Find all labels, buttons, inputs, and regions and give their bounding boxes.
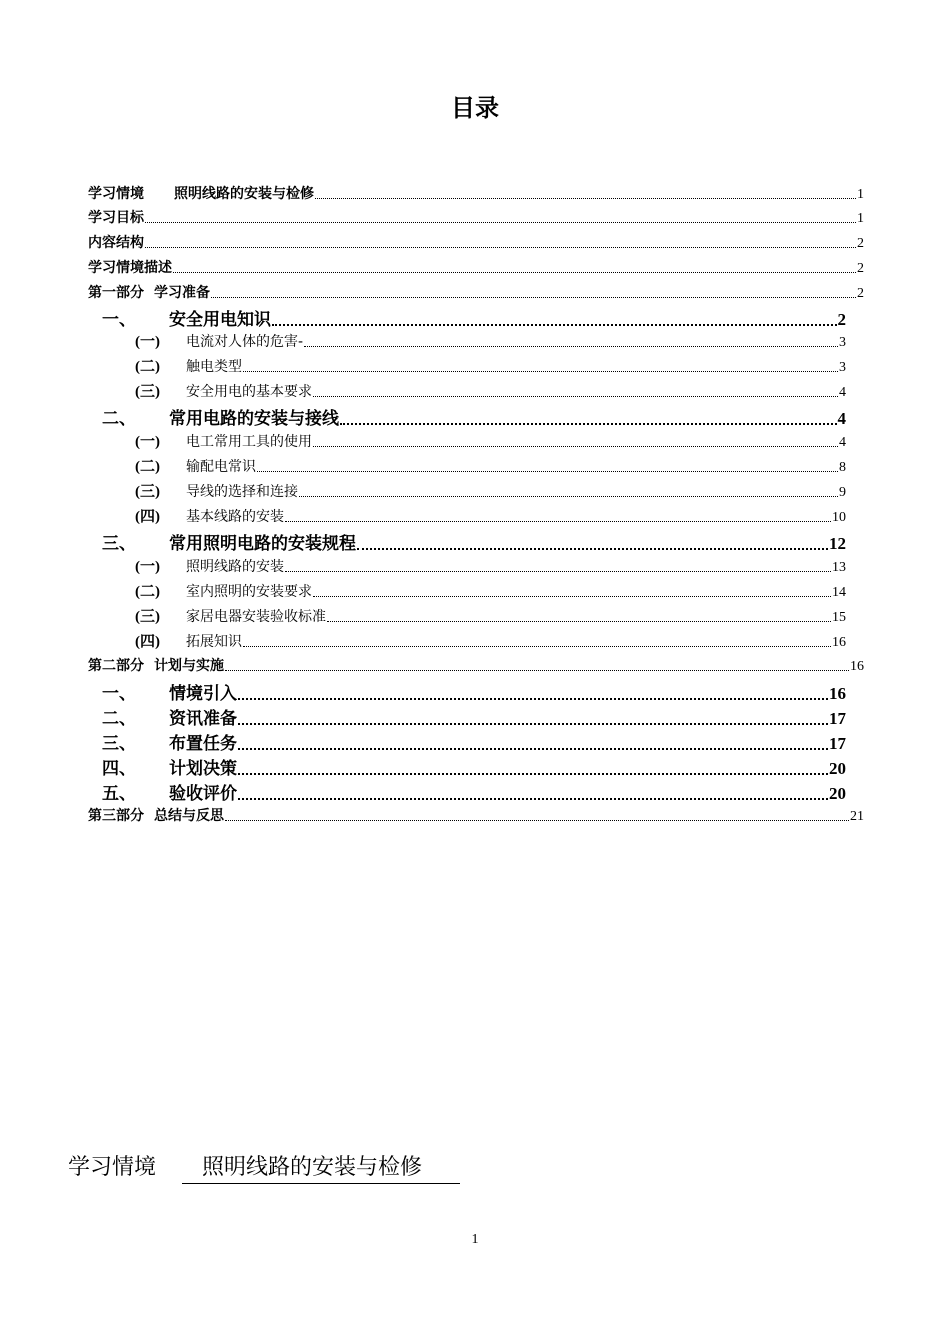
page-number: 1 xyxy=(471,1232,479,1247)
dot-leader xyxy=(299,496,838,497)
toc-entry-title: 总结与反思 xyxy=(154,808,224,824)
toc-entry-number: (四) xyxy=(135,509,160,525)
toc-entry-number: (一) xyxy=(135,434,160,450)
toc-entry[interactable] xyxy=(102,680,846,704)
dot-leader xyxy=(225,820,849,821)
toc-entry-page: 16 xyxy=(850,659,864,674)
toc-entry-page: 21 xyxy=(850,809,864,824)
toc-entry[interactable] xyxy=(88,282,864,302)
toc-entry-page: 2 xyxy=(857,261,864,276)
section-heading-label: 学习情境 xyxy=(68,1155,157,1180)
toc-entry-number: 一、 xyxy=(102,684,136,704)
toc-entry-title: 验收评价 xyxy=(169,784,237,804)
dot-leader xyxy=(313,396,838,397)
page-title: 目录 xyxy=(451,94,499,122)
toc-entry-page: 4 xyxy=(837,409,846,428)
toc-entry-number: (三) xyxy=(135,609,160,625)
toc-entry[interactable] xyxy=(102,530,846,554)
toc-entry-page: 2 xyxy=(857,236,864,251)
toc-entry[interactable] xyxy=(135,631,846,651)
toc-entry-number: (一) xyxy=(135,334,160,350)
dot-leader xyxy=(357,548,828,550)
dot-leader xyxy=(211,297,856,298)
toc-entry[interactable] xyxy=(135,606,846,626)
dot-leader xyxy=(313,446,838,447)
toc-entry[interactable] xyxy=(135,356,846,376)
toc-entry-number: (二) xyxy=(135,584,160,600)
section-heading xyxy=(68,1150,460,1184)
toc-entry[interactable] xyxy=(102,730,846,754)
toc-entry-number: (一) xyxy=(135,559,160,575)
toc-entry-title: 学习情境描述 xyxy=(88,260,172,276)
dot-leader xyxy=(238,798,828,800)
dot-leader xyxy=(173,272,856,273)
toc-entry[interactable] xyxy=(88,257,864,277)
toc-entry-title: 触电类型 xyxy=(186,359,242,375)
dot-leader xyxy=(313,596,831,597)
dot-leader xyxy=(304,346,838,347)
toc-entry[interactable] xyxy=(88,183,864,203)
toc-entry-number: 五、 xyxy=(102,784,136,804)
toc-entry-number: (二) xyxy=(135,459,160,475)
toc-entry-page: 14 xyxy=(832,585,846,600)
toc-entry[interactable] xyxy=(102,780,846,804)
toc-entry-title: 照明线路的安装与检修 xyxy=(174,186,314,202)
dot-leader xyxy=(272,324,837,326)
toc-entry-title: 资讯准备 xyxy=(169,709,237,729)
toc-entry-page: 3 xyxy=(839,335,846,350)
toc-entry-title: 电工常用工具的使用 xyxy=(186,434,312,450)
toc-entry-number: (三) xyxy=(135,484,160,500)
toc-entry-number: 一、 xyxy=(102,310,136,330)
toc-entry[interactable] xyxy=(135,331,846,351)
toc-entry[interactable] xyxy=(135,506,846,526)
toc-entry-page: 17 xyxy=(829,709,846,728)
toc-entry-label: 第三部分 xyxy=(88,808,144,824)
toc-entry[interactable] xyxy=(102,705,846,729)
dot-leader xyxy=(285,521,831,522)
toc-entry-page: 2 xyxy=(857,286,864,301)
dot-leader xyxy=(238,698,828,700)
dot-leader xyxy=(315,198,856,199)
toc-entry[interactable] xyxy=(102,405,846,429)
dot-leader xyxy=(145,222,856,223)
toc-entry[interactable] xyxy=(102,755,846,779)
dot-leader xyxy=(145,247,856,248)
dot-leader xyxy=(225,670,849,671)
toc-entry-page: 2 xyxy=(837,310,846,329)
toc-entry-number: 三、 xyxy=(102,534,136,554)
toc-entry[interactable] xyxy=(135,431,846,451)
dot-leader xyxy=(238,723,828,725)
toc-entry-page: 1 xyxy=(857,187,864,202)
toc-entry-page: 9 xyxy=(839,485,846,500)
dot-leader xyxy=(257,471,838,472)
toc-entry-number: 三、 xyxy=(102,734,136,754)
toc-entry[interactable] xyxy=(135,381,846,401)
toc-entry-number: (四) xyxy=(135,634,160,650)
dot-leader xyxy=(285,571,831,572)
toc-entry-title: 常用电路的安装与接线 xyxy=(169,409,339,429)
toc-entry[interactable] xyxy=(135,481,846,501)
toc-entry-page: 16 xyxy=(832,635,846,650)
toc-entry[interactable] xyxy=(88,232,864,252)
toc-entry-page: 1 xyxy=(857,211,864,226)
dot-leader xyxy=(243,371,838,372)
toc-entry-label: 第一部分 xyxy=(88,285,144,301)
toc-entry-page: 4 xyxy=(839,435,846,450)
toc-entry-page: 3 xyxy=(839,360,846,375)
toc-entry-title: 内容结构 xyxy=(88,235,144,251)
dot-leader xyxy=(340,423,837,425)
toc-entry-title: 计划决策 xyxy=(169,759,237,779)
toc-entry-title: 常用照明电路的安装规程 xyxy=(169,534,356,554)
toc-entry-title: 电流对人体的危害- xyxy=(186,334,304,350)
toc-entry-title: 安全用电知识 xyxy=(169,310,271,330)
dot-leader xyxy=(243,646,831,647)
toc-entry[interactable] xyxy=(135,581,846,601)
toc-entry-number: (三) xyxy=(135,384,160,400)
section-heading-title: 照明线路的安装与检修 xyxy=(182,1150,460,1184)
toc-entry[interactable] xyxy=(135,556,846,576)
toc-entry-title: 拓展知识 xyxy=(186,634,242,650)
toc-entry-title: 学习准备 xyxy=(154,285,210,301)
toc-entry-label: 学习情境 xyxy=(88,186,144,202)
toc-entry-page: 13 xyxy=(832,560,846,575)
toc-entry-page: 4 xyxy=(839,385,846,400)
dot-leader xyxy=(327,621,831,622)
toc-entry-title: 室内照明的安装要求 xyxy=(186,584,312,600)
dot-leader xyxy=(238,773,828,775)
toc-entry-number: 四、 xyxy=(102,759,136,779)
toc-entry[interactable] xyxy=(88,207,864,227)
toc-entry-title: 安全用电的基本要求 xyxy=(186,384,312,400)
toc-entry-number: (二) xyxy=(135,359,160,375)
toc-entry-page: 17 xyxy=(829,734,846,753)
toc-entry-page: 20 xyxy=(829,759,846,778)
toc-entry-title: 基本线路的安装 xyxy=(186,509,284,525)
toc-entry-title: 情境引入 xyxy=(169,684,237,704)
toc-entry-number: 二、 xyxy=(102,409,136,429)
toc-entry[interactable] xyxy=(88,805,864,825)
toc-entry-title: 布置任务 xyxy=(169,734,237,754)
toc-entry[interactable] xyxy=(102,306,846,330)
toc-entry-title: 学习目标 xyxy=(88,210,144,226)
toc-entry[interactable] xyxy=(88,655,864,675)
toc-entry-number: 二、 xyxy=(102,709,136,729)
toc-entry-title: 家居电器安装验收标准 xyxy=(186,609,326,625)
toc-entry-page: 8 xyxy=(839,460,846,475)
toc-entry-page: 15 xyxy=(832,610,846,625)
toc-entry-title: 计划与实施 xyxy=(154,658,224,674)
toc-entry-label: 第二部分 xyxy=(88,658,144,674)
dot-leader xyxy=(238,748,828,750)
toc-entry-page: 16 xyxy=(829,684,846,703)
toc-entry-page: 20 xyxy=(829,784,846,803)
toc-entry[interactable] xyxy=(135,456,846,476)
toc-entry-title: 导线的选择和连接 xyxy=(186,484,298,500)
toc-entry-title: 输配电常识 xyxy=(186,459,256,475)
toc-entry-page: 10 xyxy=(832,510,846,525)
toc-entry-title: 照明线路的安装 xyxy=(186,559,284,575)
toc-entry-page: 12 xyxy=(829,534,846,553)
